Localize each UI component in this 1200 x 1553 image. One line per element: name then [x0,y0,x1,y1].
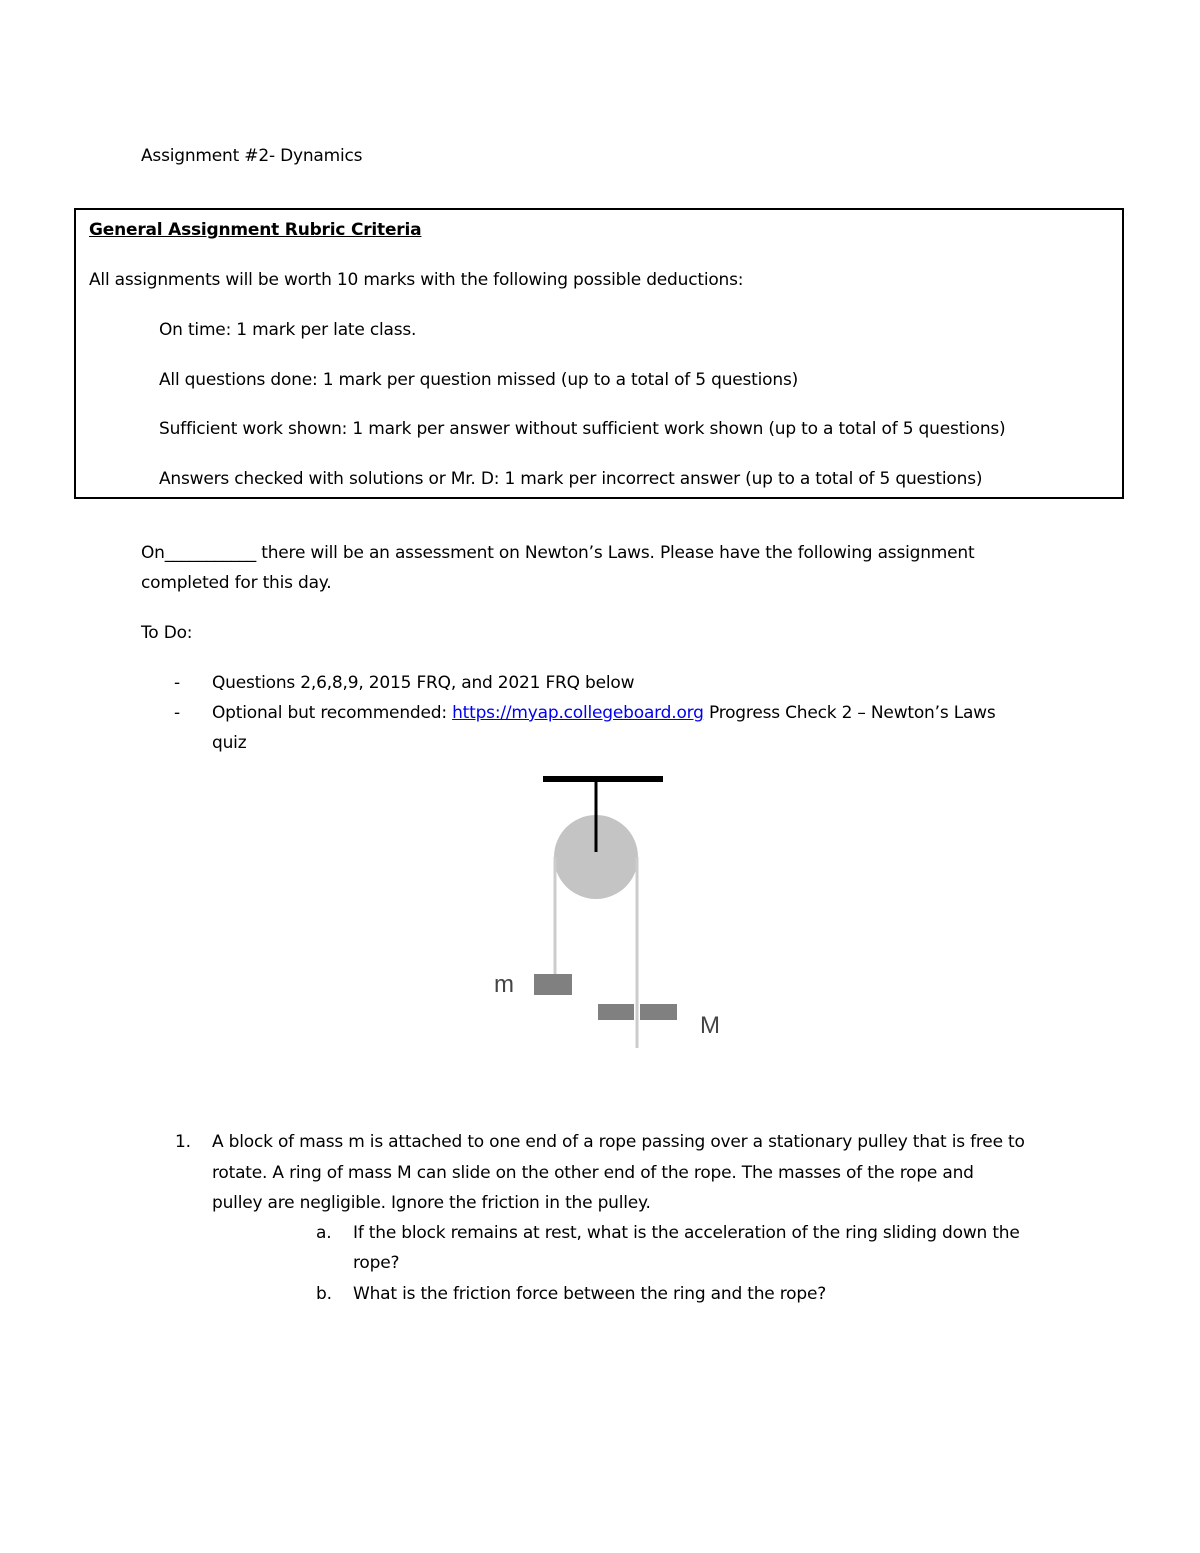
rubric-box [74,208,1124,499]
rubric-intro: All assignments will be worth 10 marks with the following possible deductions: [89,270,744,290]
question-1b-text: What is the friction force between the ring and the rope? [353,1284,827,1304]
todo-bullet: - [174,703,180,723]
question-1-number: 1. [175,1132,191,1152]
optional-prefix: Optional but recommended: [212,703,453,723]
todo-label: To Do: [141,623,193,643]
question-1-line-1: A block of mass m is attached to one end of a rope passing over a stationary pulley that is free to [212,1132,1025,1152]
assessment-line-2: completed for this day. [141,573,332,593]
label-m: m [494,971,514,998]
ring-M-left [598,1004,634,1020]
assignment-title: Assignment #2- Dynamics [141,146,363,166]
todo-item-optional-continuation: quiz [212,733,247,753]
todo-bullet: - [174,673,180,693]
rubric-item-questions-done: All questions done: 1 mark per question missed (up to a total of 5 questions) [159,370,799,390]
rubric-item-work-shown: Sufficient work shown: 1 mark per answer without sufficient work shown (up to a total of 5 questions) [159,419,1006,439]
rubric-heading: General Assignment Rubric Criteria [89,220,422,240]
rubric-item-answers-checked: Answers checked with solutions or Mr. D: 1 mark per incorrect answer (up to a total of 5 questions) [159,469,983,489]
block-m [534,974,572,995]
collegeboard-link[interactable]: https://myap.collegeboard.org [452,703,704,723]
label-M: M [700,1012,720,1039]
question-1b-letter: b. [316,1284,332,1304]
question-1-line-2: rotate. A ring of mass M can slide on the other end of the rope. The masses of the rope and [212,1163,974,1183]
question-1a-line-1: If the block remains at rest, what is the acceleration of the ring sliding down the [353,1223,1020,1243]
todo-item-optional [212,702,996,724]
rubric-item-on-time: On time: 1 mark per late class. [159,320,417,340]
ring-M-right [640,1004,677,1020]
question-1a-line-2: rope? [353,1253,400,1273]
optional-suffix: Progress Check 2 – Newton’s Laws [703,703,996,723]
todo-item-questions: Questions 2,6,8,9, 2015 FRQ, and 2021 FRQ below [212,673,635,693]
question-1a-letter: a. [316,1223,332,1243]
question-1-line-3: pulley are negligible. Ignore the friction in the pulley. [212,1193,651,1213]
pulley-diagram [480,770,740,1060]
assessment-line-1: On___________ there will be an assessment on Newton’s Laws. Please have the following assignment [141,543,975,563]
